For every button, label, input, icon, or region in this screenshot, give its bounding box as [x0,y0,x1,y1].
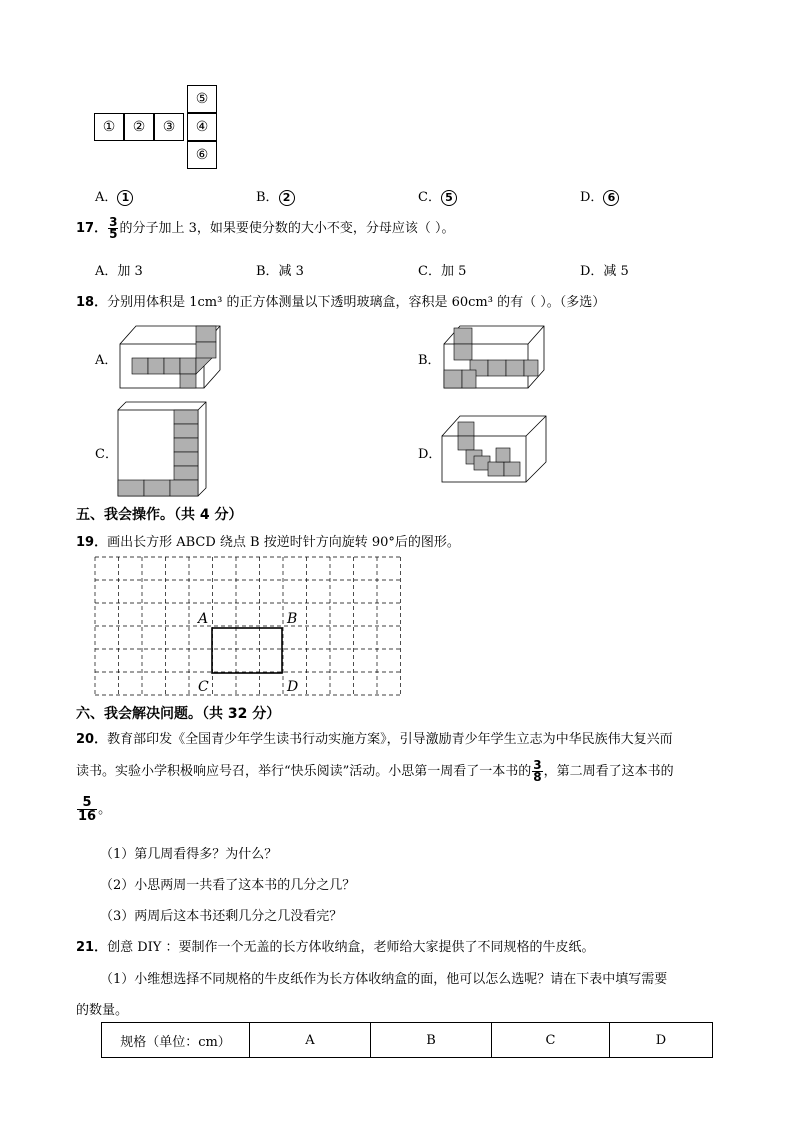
question-text: 读书。实验小学积极响应号召，举行“快乐阅读”活动。小思第一周看了一本书的 [76,764,532,779]
fraction-numerator: 3 [109,215,118,229]
net-cell-3: ③ [154,113,184,141]
table-header-spec: 规格（单位：cm） [102,1023,250,1058]
q18-option-a-label: A． [95,353,118,368]
table-row [102,1023,713,1058]
q16-option-a [95,186,133,206]
fraction [108,217,118,240]
fraction-numerator: 5 [77,796,97,810]
box-d-figure [440,414,548,486]
q17-option-b: B．减 3 [256,264,304,279]
box-a-figure [116,322,222,392]
q18-option-c-label: C． [95,447,118,462]
q17-option-c: C．加 5 [418,264,467,279]
table-header-a: A [250,1023,371,1058]
sentence-end: 。 [98,802,112,817]
question-text: 创意 DIY ：要制作一个无盖的长方体收纳盒，老师给大家提供了不同规格的牛皮纸。 [107,940,595,955]
table-header-c: C [492,1023,610,1058]
q20-sub-2: （2）小思两周一共看了这本书的几分之几？ [100,878,356,893]
q19-grid-figure [94,556,404,698]
q19-stem [76,531,460,550]
question-text: ，第二周看了这本书的 [543,764,674,779]
option-value: 2 [279,190,295,206]
point-a-label: A [198,611,209,627]
table-header-b: B [371,1023,492,1058]
q21-stem [76,936,595,955]
question-number: 21． [76,940,108,955]
point-c-label: C [198,679,209,695]
option-label: A． [95,190,118,205]
rectangle-abcd [212,628,282,673]
q18-option-b-label: B． [418,353,441,368]
box-b-figure [440,322,546,392]
net-cell-6: ⑥ [187,141,217,169]
section-6-title: 六、我会解决问题。（共 32 分） [76,706,281,722]
net-cell-2: ② [124,113,154,141]
net-cell-1: ① [94,113,124,141]
option-label: D． [580,190,604,205]
option-label: C． [418,190,441,205]
option-label: B． [256,190,279,205]
q17-stem [76,217,455,240]
question-text: 教育部印发《全国青少年学生读书行动实施方案》，引导激励青少年学生立志为中华民族伟大复兴而 [107,732,673,747]
net-cell-4: ④ [187,113,217,141]
q20-line3 [76,796,111,823]
q21-sub1-line2: 的数量。 [76,1003,129,1018]
q20-sub-3: （3）两周后这本书还剩几分之几没看完？ [100,909,343,924]
option-value: 6 [603,190,619,206]
q20-sub-1: （1）第几周看得多？为什么？ [100,847,278,862]
question-text: 分别用体积是 1cm³ 的正方体测量以下透明玻璃盒，容积是 60cm³ 的有（ ）。（多选） [107,295,606,310]
question-number: 17． [76,221,108,236]
point-b-label: B [287,611,298,627]
option-value: 1 [117,190,133,206]
q21-sub1-line1: （1）小维想选择不同规格的牛皮纸作为长方体收纳盒的面，他可以怎么选呢？请在下表中填写需要 [100,972,668,987]
q17-option-d: D．减 5 [580,264,629,279]
q18-stem [76,291,605,310]
option-value: 5 [441,190,457,206]
fraction-5-16 [77,796,97,823]
question-text: 的分子加上 3，如果要使分数的大小不变，分母应该（ ）。 [119,221,455,236]
q16-option-c [418,186,457,206]
fraction-denominator: 8 [533,770,542,784]
section-5-title: 五、我会操作。（共 4 分） [76,507,243,523]
fraction-denominator: 5 [109,227,118,241]
question-text: 画出长方形 ABCD 绕点 B 按逆时针方向旋转 90°后的图形。 [107,535,460,550]
q18-option-d-label: D． [418,447,442,462]
fraction-3-8 [532,760,542,783]
fraction-numerator: 3 [533,758,542,772]
question-number: 18． [76,295,108,310]
q16-option-b [256,186,295,206]
net-cell-5: ⑤ [187,85,217,113]
q20-line1 [76,728,673,747]
q16-option-d [580,186,619,206]
question-number: 20． [76,732,108,747]
table-header-d: D [610,1023,713,1058]
q17-option-a: A．加 3 [95,264,143,279]
box-c-figure [116,400,210,500]
question-number: 19． [76,535,108,550]
spec-table [101,1022,713,1058]
q20-line2 [76,760,674,783]
fraction-denominator: 16 [78,809,97,824]
point-d-label: D [287,679,299,695]
